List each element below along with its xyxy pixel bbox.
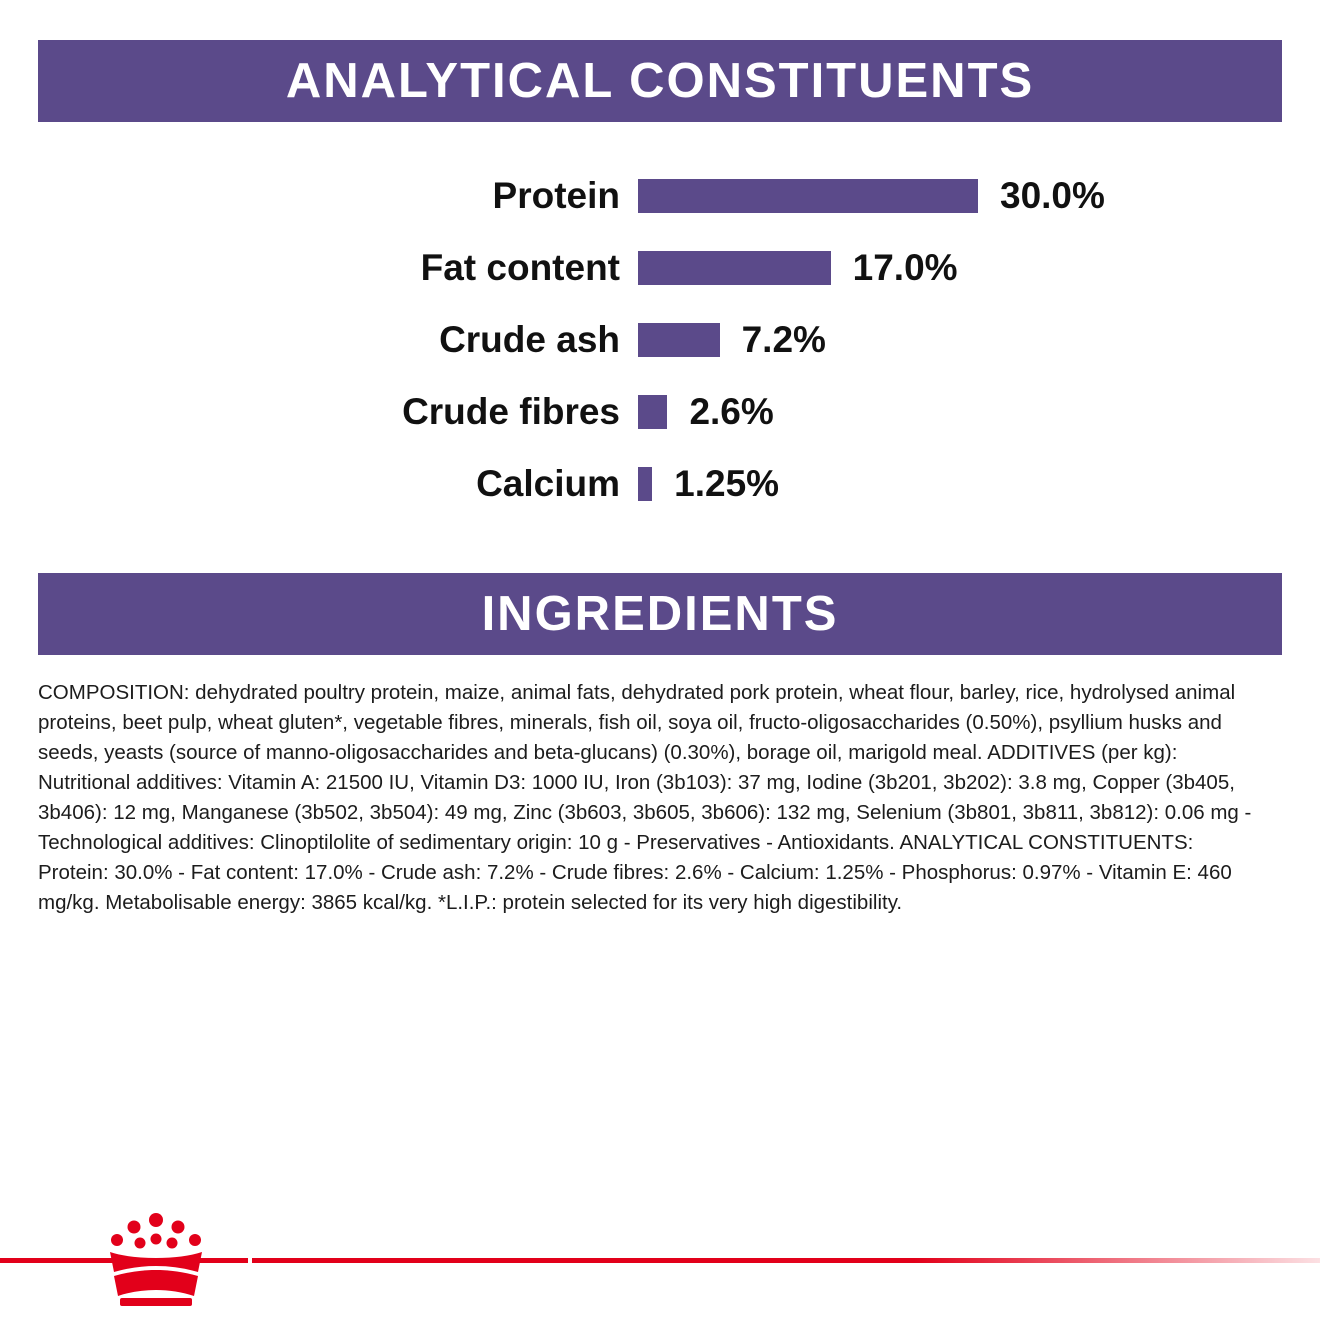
ingredients-composition-text: COMPOSITION: dehydrated poultry protein, maize, animal fats, dehydrated pork protein, wheat flour, barley, rice, hydrolysed animal proteins, beet pulp, wheat gluten*, vegetable fibres, minerals, fish oil, soya oil, fructo-oligosaccharides (0.50%), psyllium husks and seeds, yeasts (source of manno-oligosaccharides and beta-glucans) (0.30%), borage oil, marigold meal. ADDITIVES (per kg): Nutritional additives: Vitamin A: 21500 IU, Vitamin D3: 1000 IU, Iron (3b103): 37 mg, Iodine (3b201, 3b202): 3.8 mg, Copper (3b405, 3b406): 12 mg, Manganese (3b502, 3b504): 49 mg, Zinc (3b603, 3b605, 3b606): 132 mg, Selenium (3b801, 3b811, 3b812): 0.06 mg - Technological additives: Clinoptilolite of sedimentary origin: 10 g - Preservatives - Antioxidants. ANALYTICAL CONSTITUENTS: Protein: 30.0% - Fat content: 17.0% - Crude ash: 7.2% - Crude fibres: 2.6% - Calcium: 1.25% - Phosphorus: 0.97% - Vitamin E: 460 mg/kg. Metabolisable energy: 3865 kcal/kg. *L.I.P.: protein selected for its very high digestibility. xyxy=(38,681,1252,914)
chart-bar-wrap xyxy=(638,463,1282,505)
chart-category-label: Crude ash xyxy=(439,319,620,360)
chart-row xyxy=(38,232,1282,304)
footer xyxy=(0,1200,1320,1320)
chart-category-label: Calcium xyxy=(476,463,620,504)
footer-accent-line-right xyxy=(252,1258,1320,1263)
royal-canin-crown-icon xyxy=(104,1212,208,1308)
chart-value-label: 7.2% xyxy=(741,319,826,360)
chart-bar-wrap xyxy=(638,319,1282,361)
chart-category-label: Crude fibres xyxy=(402,391,620,432)
chart-bar xyxy=(638,323,720,357)
chart-bar xyxy=(638,251,831,285)
chart-value-label: 2.6% xyxy=(689,391,774,432)
chart-value-label: 1.25% xyxy=(674,463,780,504)
chart-bar-wrap xyxy=(638,175,1282,217)
chart-bar-wrap xyxy=(638,391,1282,433)
chart-bar-wrap xyxy=(638,247,1282,289)
analytical-constituents-chart xyxy=(38,160,1282,520)
chart-bar xyxy=(638,179,978,213)
chart-row xyxy=(38,376,1282,448)
chart-category-label: Fat content xyxy=(420,247,620,288)
chart-row xyxy=(38,448,1282,520)
chart-row xyxy=(38,160,1282,232)
chart-value-label: 30.0% xyxy=(1000,175,1105,216)
chart-bar xyxy=(638,467,652,501)
chart-value-label: 17.0% xyxy=(852,247,958,288)
analytical-constituents-header: ANALYTICAL CONSTITUENTS xyxy=(38,40,1282,122)
chart-category-label: Protein xyxy=(492,175,620,216)
chart-bar xyxy=(638,395,667,429)
chart-row xyxy=(38,304,1282,376)
ingredients-header: INGREDIENTS xyxy=(38,573,1282,655)
